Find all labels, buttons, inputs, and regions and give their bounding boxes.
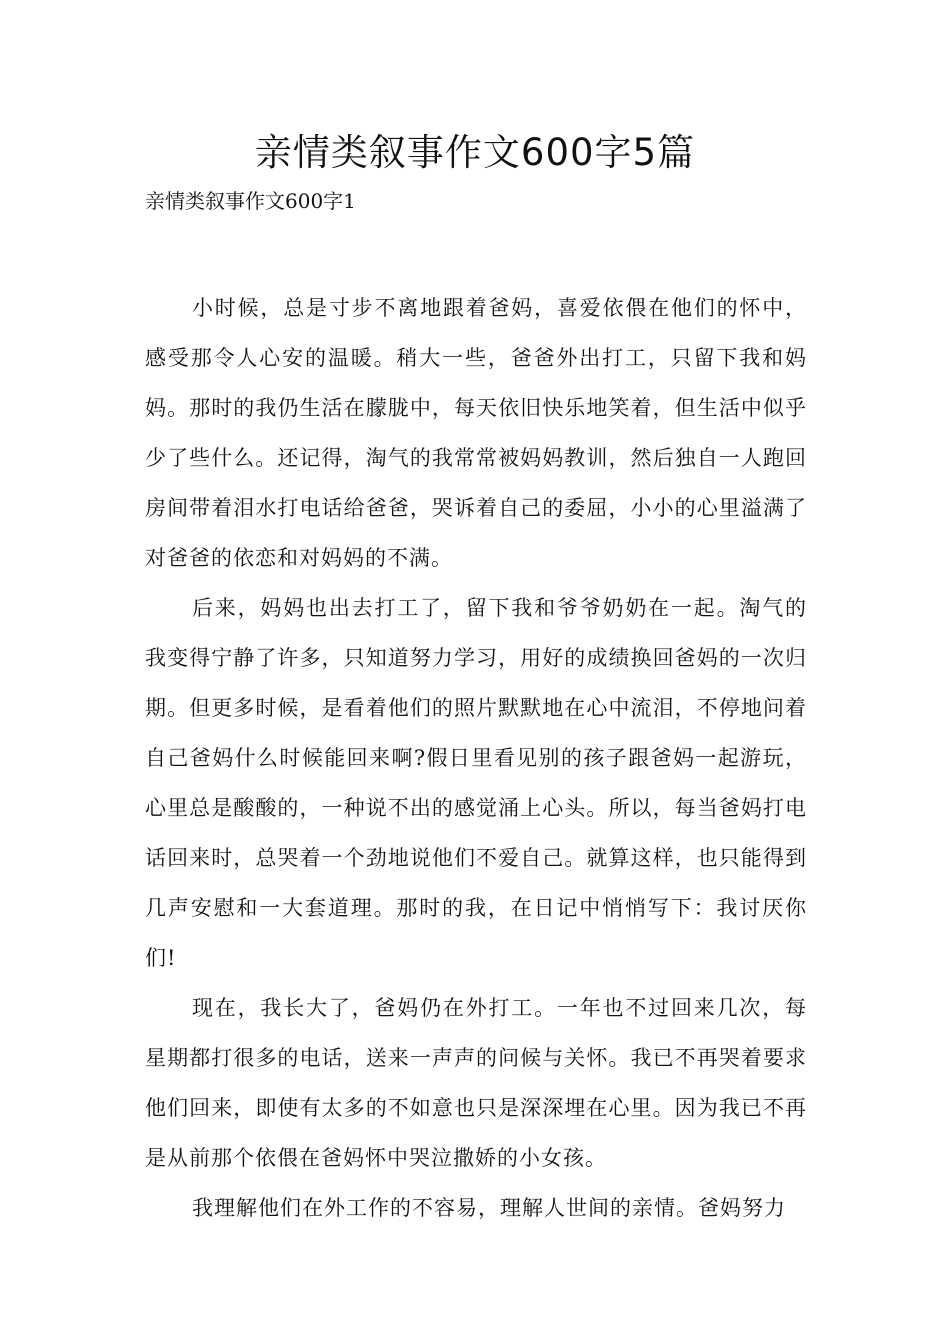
article-body — [145, 283, 807, 1233]
paragraph-1: 小时候，总是寸步不离地跟着爸妈，喜爱依偎在他们的怀中，感受那令人心安的温暖。稍大一些，爸爸外出打工，只留下我和妈妈。那时的我仍生活在朦胧中，每天依旧快乐地笑着，但生活中似乎少了些什么。还记得，淘气的我常常被妈妈教训，然后独自一人跑回房间带着泪水打电话给爸爸，哭诉着自己的委屈，小小的心里溢满了对爸爸的依恋和对妈妈的不满。 — [145, 296, 807, 570]
paragraph-2: 后来，妈妈也出去打工了，留下我和爷爷奶奶在一起。淘气的我变得宁静了许多，只知道努力学习，用好的成绩换回爸妈的一次归期。但更多时候，是看着他们的照片默默地在心中流泪，不停地问着自己爸妈什么时候能回来啊?假日里看见别的孩子跟爸妈一起游玩，心里总是酸酸的，一种说不出的感觉涌上心头。所以，每当爸妈打电话回来时，总哭着一个劲地说他们不爱自己。就算这样，也只能得到几声安慰和一大套道理。那时的我，在日记中悄悄写下：我讨厌你们! — [145, 596, 807, 970]
paragraph-4: 我理解他们在外工作的不容易，理解人世间的亲情。爸妈努力 — [192, 1196, 786, 1220]
paragraph-3: 现在，我长大了，爸妈仍在外打工。一年也不过回来几次，每星期都打很多的电话，送来一声声的问候与关怀。我已不再哭着要求他们回来，即使有太多的不如意也只是深深埋在心里。因为我已不再是从前那个依偎在爸妈怀中哭泣撒娇的小女孩。 — [145, 996, 807, 1170]
section-subtitle: 亲情类叙事作文600字1 — [145, 189, 356, 213]
page-title: 亲情类叙事作文600字5篇 — [254, 131, 696, 174]
